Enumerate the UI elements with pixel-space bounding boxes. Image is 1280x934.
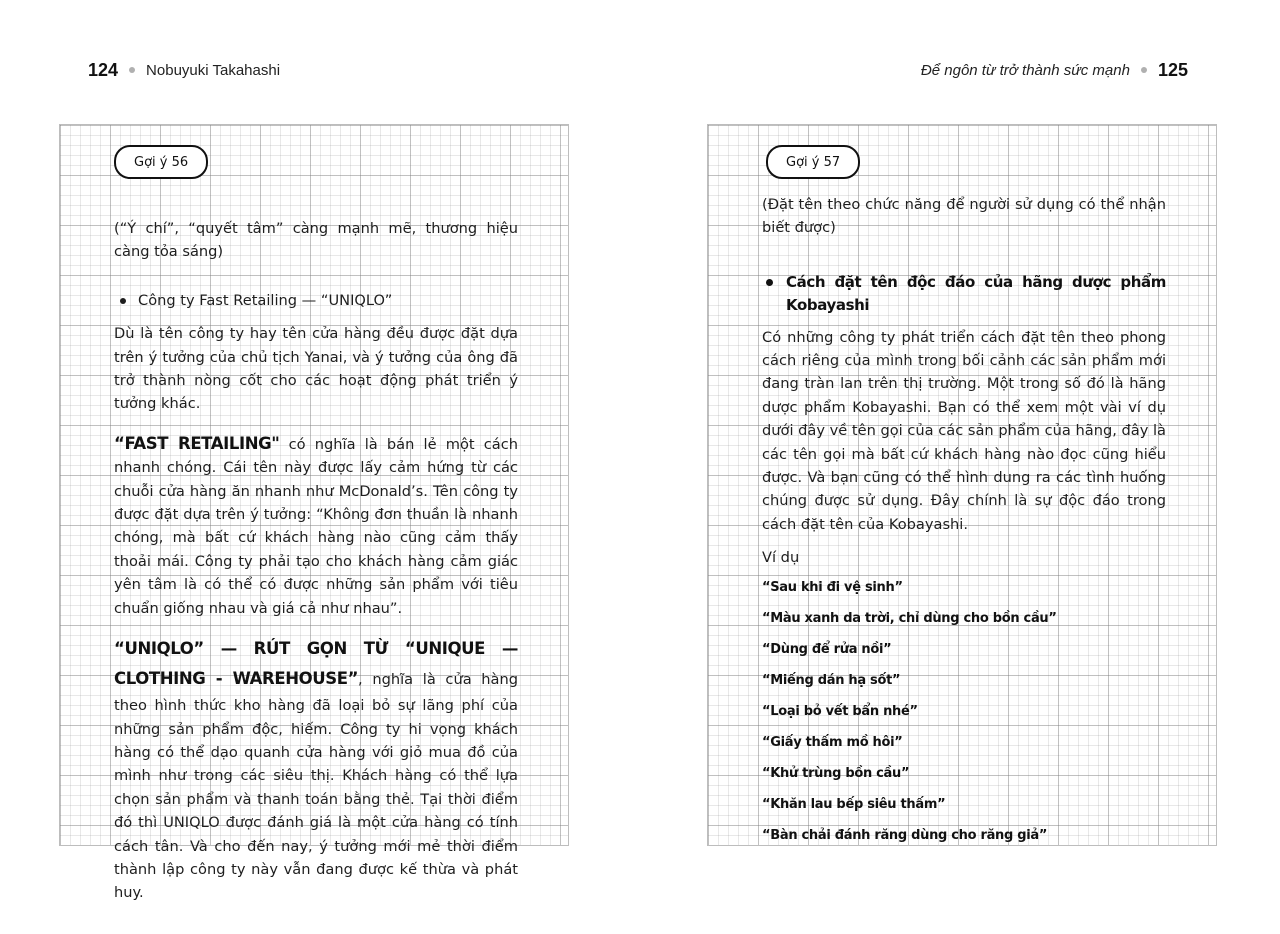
separator-dot-icon: [129, 67, 135, 73]
right-page-number: 125: [1157, 59, 1188, 80]
uniqlo-heading: “UNIQLO” — RÚT GỌN TỪ “UNIQUE — CLOTHING - WAREHOUSE”: [114, 639, 518, 689]
left-running-header: [88, 58, 280, 82]
example-item: “Giấy thấm mồ hôi”: [762, 734, 903, 750]
book-title: Để ngôn từ trở thành sức mạnh: [920, 61, 1130, 79]
paragraph-fast-retailing: [114, 432, 518, 620]
hint-badge: Gợi ý 56: [114, 145, 208, 179]
right-text-column: [762, 193, 1166, 857]
right-grid-page: [707, 124, 1217, 846]
example-item: “Bàn chải đánh răng dùng cho răng giả”: [762, 827, 1048, 843]
paragraph-yanai: Dù là tên công ty hay tên cửa hàng đều được đặt dựa trên ý tưởng của chủ tịch Yanai, và ý tưởng của ông đã trở thành nòng cốt cho các hoạt động phát triển ý tưởng khác.: [114, 325, 518, 413]
author-name: Nobuyuki Takahashi: [146, 61, 281, 79]
example-item: “Khử trùng bồn cầu”: [762, 765, 910, 781]
uniqlo-body: , nghĩa là cửa hàng theo hình thức kho hàng đã loại bỏ sự lãng phí của những sản phẩm độc, hiếm. Công ty hi vọng khách hàng có thể dạo quanh cửa hàng với giỏ mua đồ của mình như trong các siêu thị. Khách hàng có thể lựa chọn sản phẩm và thanh toán bằng thẻ. Tại thời điểm đó thì UNIQLO được đánh giá là một cửa hàng có tính cách tân. Và cho đến nay, ý tưởng mới mẻ thời điểm thành lập công ty này vẫn đang được kế thừa và phát huy.: [114, 671, 519, 902]
company-bullet: Công ty Fast Retailing — “UNIQLO”: [114, 289, 518, 312]
example-list: [762, 578, 1166, 857]
hint-badge: Gợi ý 57: [766, 145, 860, 179]
left-grid-page: [59, 124, 569, 902]
separator-dot-icon: [1141, 67, 1147, 73]
paragraph-kobayashi: Có những công ty phát triển cách đặt tên theo phong cách riêng của mình trong bối cảnh các sản phẩm mới đang tràn lan trên thị trường. Một trong số đó là hãng dược phẩm Kobayashi. Bạn có thể xem một vài ví dụ dưới đây về tên gọi của các sản phẩm của hãng, đây là các tên gọi mà bất cứ khách hàng nào đọc cũng hiểu được. Và bạn cũng có thể hình dung ra các tình huống chúng được sử dụng. Đây chính là sự độc đáo trong cách đặt tên của Kobayashi.: [762, 328, 1166, 533]
intro-note: (Đặt tên theo chức năng để người sử dụng có thể nhận biết được): [762, 196, 1166, 237]
example-item: “Màu xanh da trời, chỉ dùng cho bồn cầu”: [762, 610, 1057, 626]
example-item: “Dùng để rửa nồi”: [762, 641, 892, 657]
left-page-number: 124: [88, 59, 119, 80]
left-text-column: [114, 217, 518, 905]
paragraph-uniqlo: [114, 634, 518, 905]
kobayashi-heading: Cách đặt tên độc đáo của hãng dược phẩm Kobayashi: [762, 271, 1166, 318]
example-item: “Loại bỏ vết bẩn nhé”: [762, 703, 918, 719]
example-item: “Sau khi đi vệ sinh”: [762, 579, 903, 595]
example-item: “Miếng dán hạ sốt”: [762, 672, 901, 688]
fast-retailing-heading: “FAST RETAILING": [114, 433, 280, 453]
right-running-header: [921, 58, 1188, 82]
example-item: “Khăn lau bếp siêu thấm”: [762, 796, 946, 812]
fast-retailing-body: có nghĩa là bán lẻ một cách nhanh chóng. Cái tên này được lấy cảm hứng từ các chuỗi cửa hàng ăn nhanh như McDonald’s. Tên công ty được đặt dựa trên ý tưởng: “Không đơn thuần là nhanh chóng, mà bất cứ khách hàng nào cũng cảm thấy thoải mái. Công ty phải tạo cho khách hàng cảm giác yên tâm là có thể có được những sản phẩm với tiêu chuẩn giống nhau và giá cả như nhau”.: [114, 435, 519, 617]
example-label: Ví dụ: [762, 549, 800, 567]
intro-note: (“Ý chí”, “quyết tâm” càng mạnh mẽ, thương hiệu càng tỏa sáng): [114, 220, 518, 261]
